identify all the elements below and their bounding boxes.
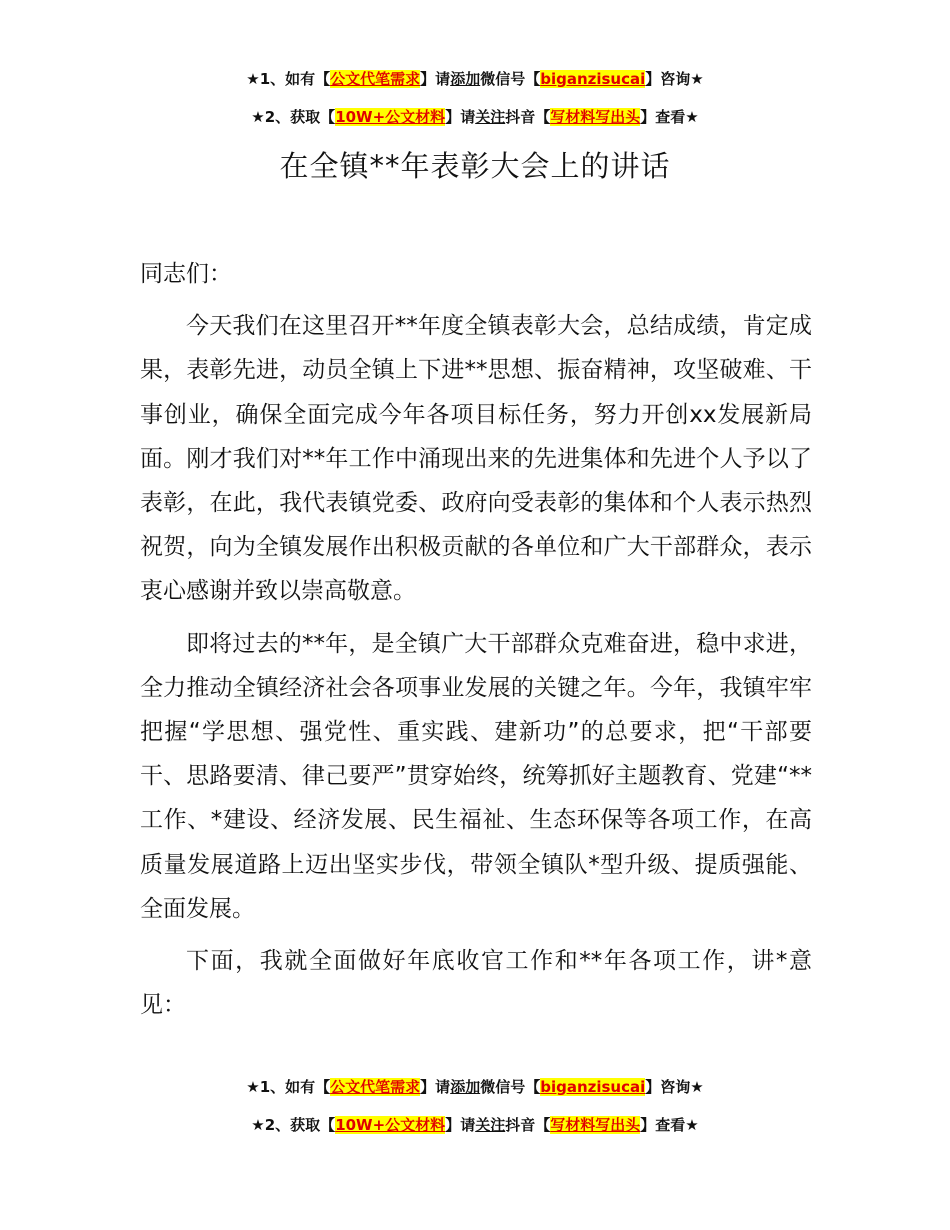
banner-highlight: 10W+公文材料: [335, 108, 446, 126]
banner-text: ★2、获取【: [251, 108, 336, 126]
salutation: 同志们：: [140, 261, 232, 287]
promo-banner-line-1: [0, 1076, 950, 1098]
promo-banner-line-2: [0, 106, 950, 128]
banner-underline: 关注: [475, 108, 506, 126]
banner-highlight: 公文代笔需求: [330, 1078, 421, 1096]
document-title: 在全镇**年表彰大会上的讲话: [279, 149, 671, 183]
banner-text: ★1、如有【: [246, 1078, 331, 1096]
paragraph: 下面，我就全面做好年底收官工作和**年各项工作，讲*意见：: [140, 948, 812, 1019]
banner-text: 】请: [445, 108, 476, 126]
banner-text: 】咨询★: [645, 1078, 704, 1096]
banner-text: ★2、获取【: [251, 1116, 336, 1134]
banner-highlight: 公文代笔需求: [330, 70, 421, 88]
banner-text: 】咨询★: [645, 70, 704, 88]
banner-text: 】请: [445, 1116, 476, 1134]
banner-highlight: 写材料写出头: [550, 108, 641, 126]
banner-highlight: 10W+公文材料: [335, 1116, 446, 1134]
banner-highlight: 写材料写出头: [550, 1116, 641, 1134]
promo-banner-line-2: [0, 1114, 950, 1136]
paragraph: 今天我们在这里召开**年度全镇表彰大会，总结成绩，肯定成果，表彰先进，动员全镇上下进**思想、振奋精神，攻坚破难、干事创业，确保全面完成今年各项目标任务，努力开创xx发展新局面。刚才我们对**年工作中涌现出来的先进集体和先进个人予以了表彰，在此，我代表镇党委、政府向受表彰的集体和个人表示热烈祝贺，向为全镇发展作出积极贡献的各单位和广大干部群众，表示衷心感谢并致以崇高敬意。: [140, 313, 812, 605]
banner-text: 】查看★: [640, 1116, 699, 1134]
banner-highlight: biganzisucai: [540, 1078, 646, 1096]
paragraph: 即将过去的**年，是全镇广大干部群众克难奋进，稳中求进，全力推动全镇经济社会各项事业发展的关键之年。今年，我镇牢牢把握“学思想、强党性、重实践、建新功”的总要求，把“干部要干、思路要清、律己要严”贯穿始终，统筹抓好主题教育、党建“**工作、*建设、经济发展、民生福祉、生态环保等各项工作，在高质量发展道路上迈出坚实步伐，带领全镇队*型升级、提质强能、全面发展。: [140, 630, 812, 922]
banner-text: ★1、如有【: [246, 70, 331, 88]
banner-text: 抖音【: [505, 1116, 551, 1134]
banner-highlight: biganzisucai: [540, 70, 646, 88]
banner-text: 抖音【: [505, 108, 551, 126]
promo-banner-line-1: [0, 68, 950, 90]
banner-text: 】查看★: [640, 108, 699, 126]
document-body: [140, 252, 812, 1035]
banner-text: 】请: [420, 70, 451, 88]
banner-underline: 关注: [475, 1116, 506, 1134]
banner-underline: 添加: [450, 1078, 481, 1096]
banner-text: 微信号【: [480, 70, 541, 88]
banner-text: 微信号【: [480, 1078, 541, 1096]
banner-text: 】请: [420, 1078, 451, 1096]
banner-underline: 添加: [450, 70, 481, 88]
